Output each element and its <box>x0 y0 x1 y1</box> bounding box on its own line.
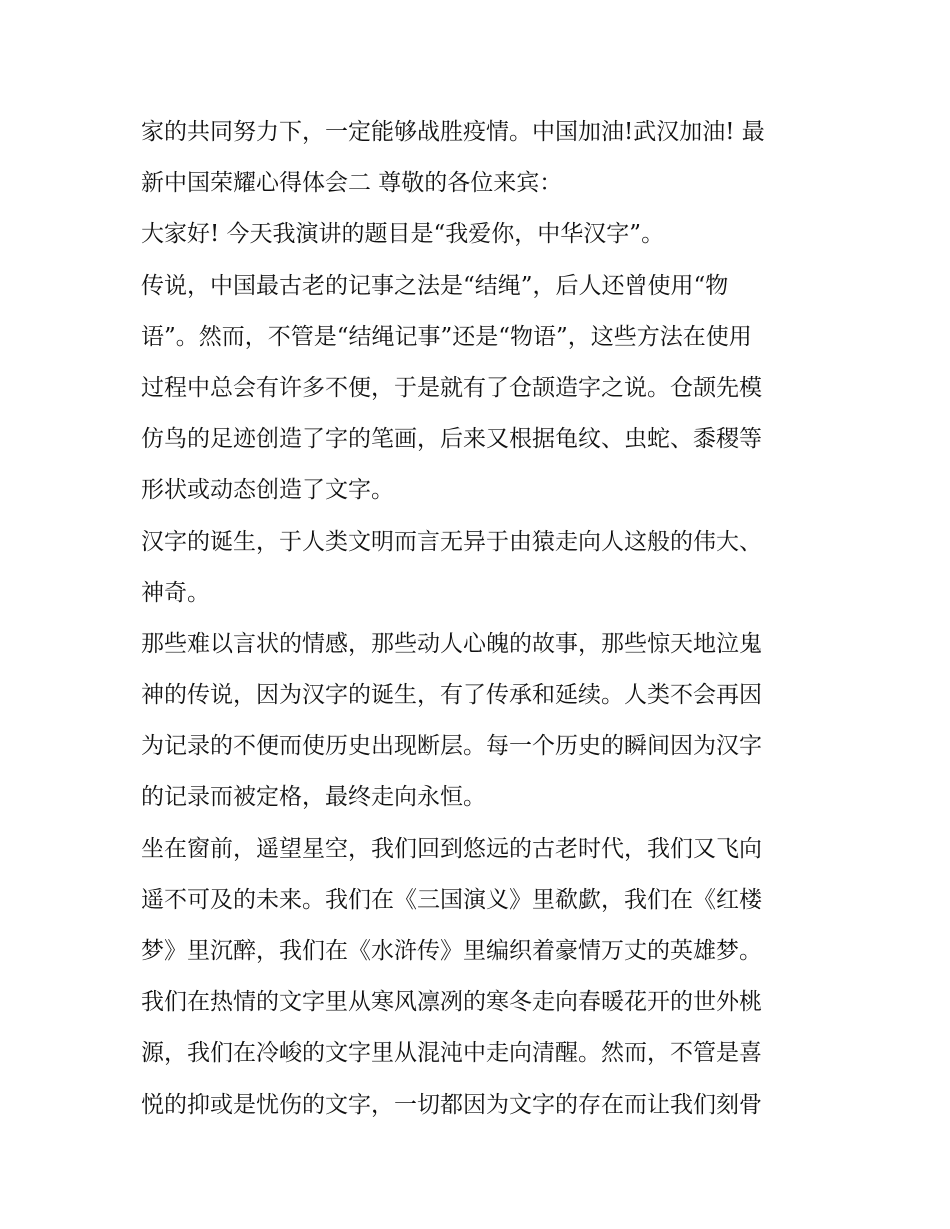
text-line: 悦的抑或是忧伤的文字，一切都因为文字的存在而让我们刻骨 <box>141 1091 762 1118</box>
text-line: 汉字的诞生，于人类文明而言无异于由猿走向人这般的伟大、 <box>141 528 762 555</box>
text-line: 传说，中国最古老的记事之法是“结绳”，后人还曾使用“物 <box>141 272 729 299</box>
text-line: 仿鸟的足迹创造了字的笔画，后来又根据龟纹、虫蛇、黍稷等 <box>141 426 762 453</box>
text-line: 梦》里沉醉，我们在《水浒传》里编织着豪情万丈的英雄梦。 <box>141 938 762 964</box>
text-line: 为记录的不便而使历史出现断层。每一个历史的瞬间因为汉字 <box>141 733 762 760</box>
text-line: 形状或动态创造了文字。 <box>141 477 394 504</box>
text-line: 家的共同努力下，一定能够战胜疫情。中国加油!武汉加油! 最 <box>141 119 765 145</box>
text-line: 坐在窗前，遥望星空，我们回到悠远的古老时代，我们又飞向 <box>141 835 762 862</box>
text-line: 过程中总会有许多不便，于是就有了仓颉造字之说。仓颉先模 <box>141 374 762 401</box>
text-line: 语”。然而，不管是“结绳记事”还是“物语”，这些方法在使用 <box>141 323 752 350</box>
text-line: 遥不可及的未来。我们在《三国演义》里欷歔，我们在《红楼 <box>141 886 762 913</box>
text-line: 神的传说，因为汉字的诞生，有了传承和延续。人类不会再因 <box>141 682 762 709</box>
text-line: 神奇。 <box>141 579 210 606</box>
body-text <box>141 107 821 1131</box>
text-line: 新中国荣耀心得体会二 尊敬的各位来宾： <box>141 170 563 197</box>
text-line: 源，我们在冷峻的文字里从混沌中走向清醒。然而，不管是喜 <box>141 1040 762 1067</box>
text-line: 那些难以言状的情感，那些动人心魄的故事，那些惊天地泣鬼 <box>141 630 762 657</box>
text-line: 我们在热情的文字里从寒风凛冽的寒冬走向春暖花开的世外桃 <box>141 989 762 1016</box>
text-line: 的记录而被定格，最终走向永恒。 <box>141 784 486 811</box>
text-line: 大家好! 今天我演讲的题目是“我爱你，中华汉字”。 <box>141 221 665 248</box>
